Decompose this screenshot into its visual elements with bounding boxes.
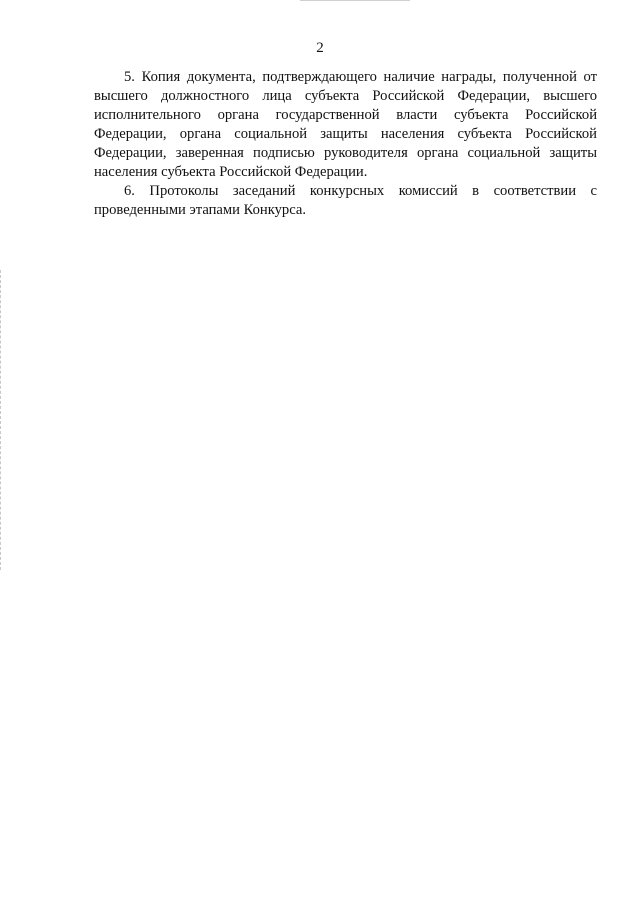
scan-artifact-top	[300, 0, 410, 1]
paragraph-6: 6. Протоколы заседаний конкурсных комиссий в соответствии с проведенными этапами Конкурса.	[94, 183, 597, 218]
scan-artifact-left	[0, 270, 3, 570]
page-number: 2	[316, 40, 324, 56]
paragraph-5: 5. Копия документа, подтверждающего наличие награды, полученной от высшего должностного лица субъекта Российской Федерации, высшего исполнительного органа государственной власти субъекта Российской Федерации, органа социальной защиты населения субъекта Российской Федерации, заверенная подписью руководителя органа социальной защиты населения субъекта Российской Федерации.	[94, 69, 597, 180]
document-body	[94, 68, 597, 220]
